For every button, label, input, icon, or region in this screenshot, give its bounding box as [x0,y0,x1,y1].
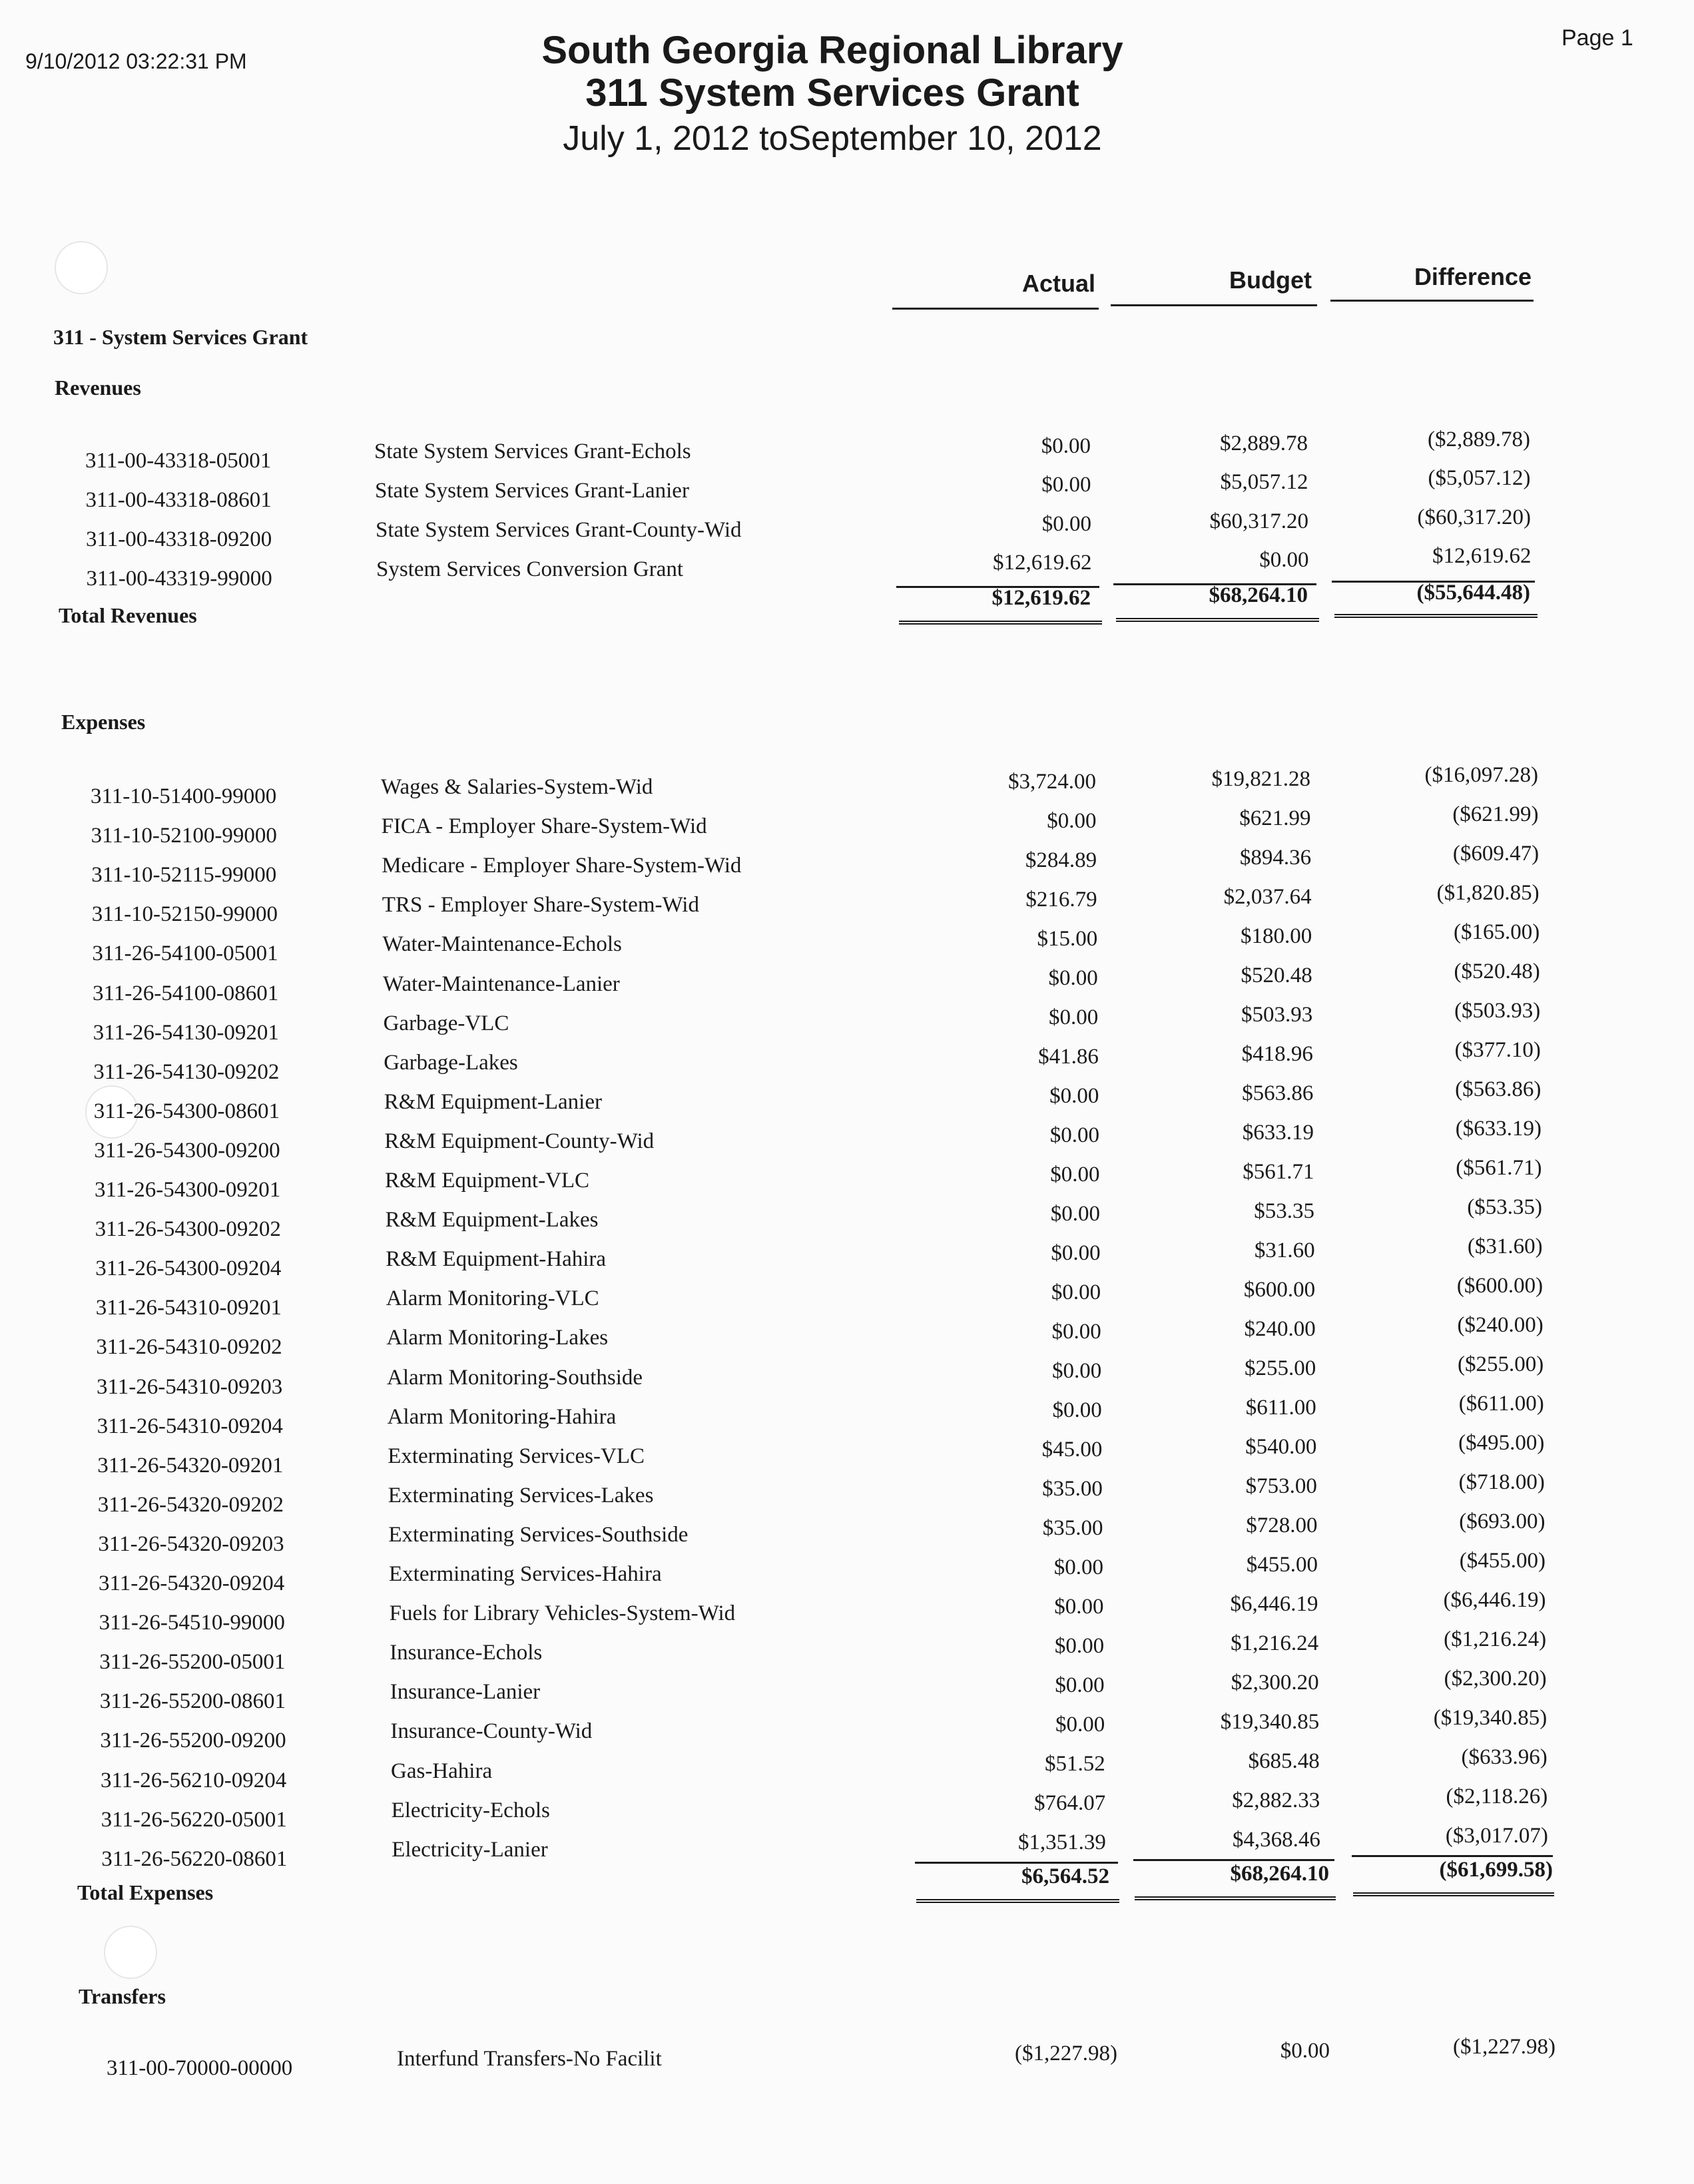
account-description: Garbage-Lakes [384,1050,518,1075]
actual-amount: ($1,227.98) [1015,2042,1117,2065]
budget-amount: $611.00 [1245,1396,1316,1420]
total-expenses-budget: $68,264.10 [1230,1862,1329,1886]
difference-amount: $12,619.62 [1432,544,1532,569]
actual-amount: $3,724.00 [1008,770,1096,794]
actual-amount: $0.00 [1052,1359,1102,1383]
budget-amount: $1,216.24 [1231,1631,1319,1655]
account-number: 311-26-54130-09202 [93,1059,280,1084]
difference-amount: ($633.96) [1461,1745,1548,1769]
difference-amount: ($60,317.20) [1417,505,1531,529]
expense-total-double-rule [916,1899,1119,1907]
account-number: 311-00-43318-09200 [86,527,272,551]
table-row [0,2035,1694,2085]
report-datetime: 9/10/2012 03:22:31 PM [25,49,247,73]
budget-amount: $240.00 [1244,1317,1316,1341]
account-description: Medicare - Employer Share-System-Wid [382,854,742,878]
account-description: Alarm Monitoring-VLC [386,1286,599,1311]
account-description: TRS - Employer Share-System-Wid [382,893,699,918]
account-number: 311-26-55200-09200 [100,1729,286,1753]
actual-amount: $51.52 [1045,1752,1105,1776]
account-description: Exterminating Services-Southside [388,1522,689,1547]
actual-amount: $0.00 [1051,1320,1101,1344]
column-header-actual: Actual [1021,270,1095,297]
account-description: Alarm Monitoring-Lakes [386,1326,609,1350]
account-description: Electricity-Echols [391,1798,550,1822]
account-number: 311-00-70000-00000 [107,2056,293,2080]
account-description: FICA - Employer Share-System-Wid [381,814,707,839]
account-description: R&M Equipment-Lanier [384,1089,602,1114]
budget-amount: $255.00 [1245,1356,1316,1380]
account-number: 311-00-43318-05001 [85,449,272,473]
actual-amount: $0.00 [1041,473,1091,497]
account-description: Wages & Salaries-System-Wid [381,775,653,799]
budget-amount: $2,300.20 [1231,1671,1319,1695]
account-number: 311-26-54310-09203 [97,1374,283,1399]
actual-amount: $0.00 [1050,1163,1100,1187]
account-number: 311-10-52115-99000 [91,863,277,888]
budget-amount: $455.00 [1246,1553,1318,1577]
difference-amount: ($2,118.26) [1446,1784,1548,1808]
page-number: Page 1 [1561,25,1633,51]
column-header-rule [892,308,1099,310]
actual-amount: $0.00 [1051,1280,1101,1304]
account-description: Gas-Hahira [391,1759,493,1783]
difference-amount: ($6,446.19) [1443,1588,1546,1612]
account-description: State System Services Grant-Lanier [375,479,689,503]
account-number: 311-00-43319-99000 [86,567,272,591]
account-number: 311-26-54320-09202 [97,1492,284,1517]
difference-amount: ($16,097.28) [1424,763,1538,787]
budget-amount: $60,317.20 [1209,509,1308,533]
account-number: 311-00-43318-08601 [85,488,272,512]
report-period: July 1, 2012 toSeptember 10, 2012 [563,119,1102,158]
difference-amount: ($53.35) [1467,1195,1543,1219]
actual-amount: $0.00 [1050,1202,1101,1226]
punch-hole-top [55,241,108,294]
total-expenses-actual: $6,564.52 [1021,1864,1109,1888]
account-description: Insurance-County-Wid [390,1719,593,1744]
budget-amount: $503.93 [1241,1003,1313,1027]
difference-amount: ($2,300.20) [1444,1667,1547,1691]
difference-amount: ($5,057.12) [1428,466,1531,491]
difference-amount: ($455.00) [1459,1549,1546,1573]
account-description: R&M Equipment-Lakes [385,1208,599,1232]
account-number: 311-26-55200-05001 [99,1650,286,1675]
difference-amount: ($520.48) [1454,959,1540,983]
account-description: Insurance-Echols [390,1641,543,1665]
budget-amount: $753.00 [1245,1474,1317,1498]
account-number: 311-26-54320-09201 [97,1453,284,1478]
actual-amount: $0.00 [1055,1673,1105,1697]
budget-amount: $2,882.33 [1232,1788,1320,1812]
budget-amount: $600.00 [1243,1278,1316,1302]
actual-amount: $0.00 [1049,1123,1099,1147]
budget-amount: $53.35 [1254,1199,1315,1223]
difference-amount: ($621.99) [1452,802,1539,826]
account-description: Insurance-Lanier [390,1680,541,1705]
actual-amount: $35.00 [1042,1477,1103,1501]
actual-amount: $45.00 [1041,1438,1103,1462]
column-header-difference: Difference [1414,263,1532,290]
difference-amount: ($503.93) [1454,999,1541,1023]
actual-amount: $12,619.62 [993,551,1092,575]
account-number: 311-26-54300-09202 [95,1217,281,1242]
actual-amount: $0.00 [1041,511,1091,536]
actual-amount: $0.00 [1048,966,1098,990]
budget-amount: $180.00 [1240,924,1312,948]
difference-amount: ($718.00) [1458,1470,1545,1494]
revenue-total-double-rule [899,621,1102,629]
budget-amount: $561.71 [1243,1160,1314,1184]
account-description: State System Services Grant-County-Wid [376,518,742,542]
account-description: Garbage-VLC [383,1011,509,1035]
expense-total-double-rule [1353,1892,1554,1900]
account-description: Fuels for Library Vehicles-System-Wid [389,1601,736,1626]
actual-amount: $0.00 [1049,1005,1099,1029]
expense-total-double-rule [1135,1896,1336,1904]
account-number: 311-26-54300-09204 [95,1256,282,1281]
account-number: 311-26-56210-09204 [101,1768,287,1792]
difference-amount: ($3,017.07) [1445,1824,1548,1848]
section-revenues: Revenues [55,376,141,400]
account-description: Interfund Transfers-No Facilit [397,2047,662,2071]
budget-amount: $894.36 [1239,846,1312,870]
section-transfers: Transfers [79,1984,166,2008]
account-description: Alarm Monitoring-Hahira [387,1404,617,1429]
actual-amount: $1,351.39 [1017,1830,1106,1854]
difference-amount: ($19,340.85) [1433,1706,1548,1730]
budget-amount: $19,821.28 [1211,767,1310,791]
difference-amount: ($1,227.98) [1453,2035,1555,2059]
fund-title: 311 - System Services Grant [53,325,308,349]
account-number: 311-26-54510-99000 [99,1611,285,1635]
budget-amount: $19,340.85 [1220,1710,1320,1734]
budget-amount: $31.60 [1254,1238,1315,1262]
account-description: State System Services Grant-Echols [374,439,691,463]
revenue-total-double-rule [1334,614,1538,622]
budget-amount: $5,057.12 [1220,470,1308,495]
account-number: 311-26-54310-09202 [96,1335,282,1360]
account-number: 311-26-54320-09204 [99,1571,285,1595]
actual-amount: $41.86 [1038,1045,1099,1069]
actual-amount: $0.00 [1049,1084,1099,1108]
difference-amount: ($240.00) [1457,1313,1544,1337]
difference-amount: ($561.71) [1456,1156,1542,1180]
account-description: R&M Equipment-VLC [385,1169,590,1193]
budget-amount: $2,037.64 [1223,885,1312,909]
difference-amount: ($609.47) [1452,842,1540,866]
account-description: System Services Conversion Grant [376,557,684,581]
actual-amount: $0.00 [1041,434,1091,458]
account-number: 311-26-54310-09201 [95,1296,282,1320]
account-description: Exterminating Services-Hahira [389,1562,662,1586]
actual-amount: $0.00 [1054,1634,1105,1658]
account-number: 311-26-54310-09204 [97,1414,283,1438]
account-number: 311-26-54130-09201 [93,1020,279,1045]
account-number: 311-26-54100-05001 [92,942,278,966]
account-number: 311-26-56220-08601 [101,1846,288,1871]
actual-amount: $15.00 [1037,927,1098,951]
section-expenses: Expenses [61,710,146,734]
account-number: 311-10-52100-99000 [91,824,277,848]
account-number: 311-26-54300-09201 [95,1178,281,1202]
actual-amount: $216.79 [1025,888,1097,912]
column-header-rule [1330,300,1534,302]
actual-amount: $0.00 [1052,1398,1102,1422]
difference-amount: ($2,889.78) [1428,427,1530,451]
difference-amount: ($165.00) [1453,920,1540,944]
expense-subtotal-rule [1133,1859,1334,1861]
total-revenues-actual: $12,619.62 [991,586,1091,610]
actual-amount: $0.00 [1055,1713,1105,1737]
total-expenses-difference: ($61,699.58) [1439,1858,1553,1882]
account-description: Alarm Monitoring-Southside [387,1365,643,1390]
report-title: South Georgia Regional Library [541,29,1123,72]
difference-amount: ($693.00) [1459,1509,1546,1533]
account-number: 311-26-54100-08601 [93,981,279,1005]
difference-amount: ($495.00) [1458,1431,1545,1455]
budget-amount: $0.00 [1280,2039,1330,2063]
total-expenses-label: Total Expenses [77,1880,214,1904]
account-description: Exterminating Services-Lakes [388,1483,654,1507]
account-number: 311-26-54320-09203 [98,1531,284,1556]
account-description: Electricity-Lanier [392,1837,548,1862]
budget-amount: $621.99 [1239,806,1311,830]
difference-amount: ($1,820.85) [1436,881,1540,905]
total-revenues-label: Total Revenues [59,603,197,627]
budget-amount: $540.00 [1245,1435,1317,1459]
difference-amount: ($600.00) [1456,1274,1544,1298]
report-subtitle: 311 System Services Grant [585,71,1079,115]
budget-amount: $520.48 [1241,963,1312,987]
total-revenues-difference: ($55,644.48) [1416,581,1530,605]
punch-hole-bottom [104,1926,157,1979]
account-number: 311-26-54300-09200 [94,1138,280,1163]
budget-amount: $6,446.19 [1230,1592,1318,1616]
account-description: Water-Maintenance-Lanier [383,971,620,996]
difference-amount: ($255.00) [1458,1352,1544,1376]
budget-amount: $2,889.78 [1220,431,1308,455]
budget-amount: $4,368.46 [1232,1828,1320,1852]
actual-amount: $284.89 [1025,848,1097,872]
account-number: 311-10-51400-99000 [91,784,277,808]
actual-amount: $0.00 [1047,809,1097,833]
difference-amount: ($563.86) [1455,1077,1542,1101]
account-number: 311-26-55200-08601 [99,1689,286,1714]
account-description: Water-Maintenance-Echols [382,932,622,957]
account-description: Exterminating Services-VLC [388,1444,645,1468]
total-revenues-budget: $68,264.10 [1209,583,1308,607]
actual-amount: $0.00 [1053,1555,1103,1579]
account-description: R&M Equipment-County-Wid [384,1129,655,1153]
actual-amount: $0.00 [1051,1241,1101,1265]
account-number: 311-10-52150-99000 [91,902,278,927]
difference-amount: ($1,216.24) [1444,1627,1547,1651]
account-number: 311-26-56220-05001 [101,1807,287,1832]
revenue-total-double-rule [1116,618,1319,626]
budget-amount: $563.86 [1242,1081,1314,1105]
column-header-rule [1111,304,1317,306]
difference-amount: ($633.19) [1455,1117,1542,1141]
budget-amount: $685.48 [1248,1749,1320,1773]
actual-amount: $0.00 [1054,1595,1104,1619]
account-description: R&M Equipment-Hahira [386,1247,607,1272]
budget-amount: $728.00 [1246,1513,1318,1537]
expense-subtotal-rule [915,1862,1118,1864]
difference-amount: ($31.60) [1467,1234,1543,1258]
budget-amount: $633.19 [1242,1121,1314,1145]
actual-amount: $35.00 [1042,1516,1103,1540]
difference-amount: ($377.10) [1454,1038,1541,1062]
account-number: 311-26-54300-08601 [93,1099,280,1123]
column-header-budget: Budget [1229,266,1312,294]
expense-subtotal-rule [1352,1855,1553,1857]
budget-amount: $418.96 [1241,1042,1313,1066]
budget-amount: $0.00 [1259,548,1309,573]
actual-amount: $764.07 [1034,1791,1106,1815]
difference-amount: ($611.00) [1458,1392,1544,1416]
